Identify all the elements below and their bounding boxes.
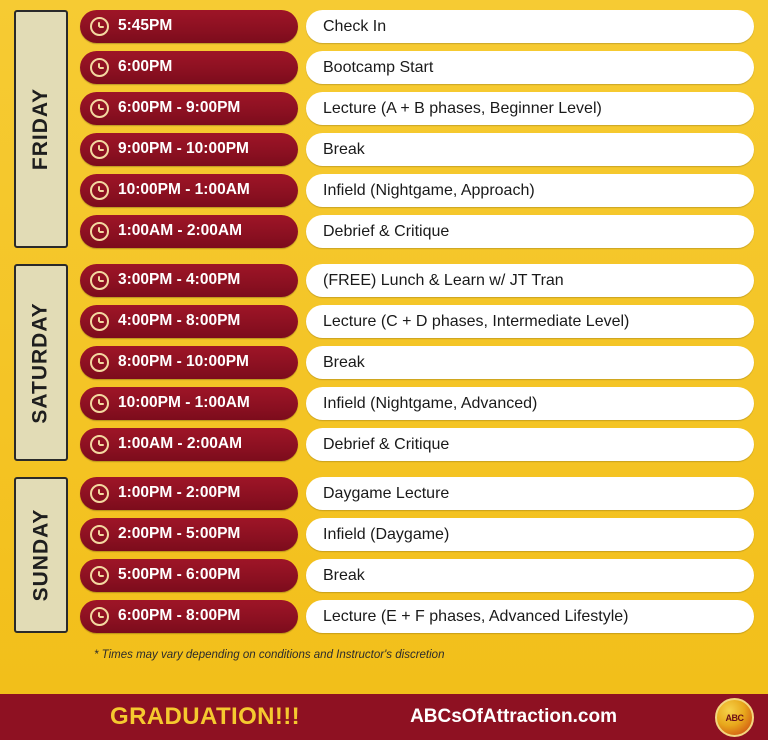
time-text: 8:00PM - 10:00PM [118,353,249,371]
clock-icon [90,17,109,36]
website-link[interactable]: ABCsOfAttraction.com [410,706,617,727]
activity-text: Break [306,346,754,379]
activity-text: Debrief & Critique [306,428,754,461]
clock-icon [90,312,109,331]
time-pill [80,10,298,43]
table-row [80,92,754,125]
clock-icon [90,181,109,200]
clock-icon [90,353,109,372]
time-text: 3:00PM - 4:00PM [118,271,241,289]
table-row [80,559,754,592]
activity-text: Debrief & Critique [306,215,754,248]
time-pill [80,559,298,592]
time-pill [80,264,298,297]
time-text: 1:00PM - 2:00PM [118,484,241,502]
time-pill [80,477,298,510]
day-label-text: SUNDAY [29,508,52,602]
time-text: 6:00PM - 9:00PM [118,99,241,117]
day-label-text: FRIDAY [29,87,52,171]
table-row [80,600,754,633]
time-pill [80,133,298,166]
time-text: 6:00PM - 8:00PM [118,607,241,625]
day-label-sunday [14,477,68,633]
day-block-sunday [14,477,754,633]
day-rows-friday [80,10,754,248]
time-pill [80,600,298,633]
time-text: 4:00PM - 8:00PM [118,312,241,330]
activity-text: (FREE) Lunch & Learn w/ JT Tran [306,264,754,297]
clock-icon [90,484,109,503]
clock-icon [90,435,109,454]
clock-icon [90,222,109,241]
clock-icon [90,99,109,118]
activity-text: Break [306,133,754,166]
time-pill [80,428,298,461]
table-row [80,428,754,461]
clock-icon [90,394,109,413]
time-text: 1:00AM - 2:00AM [118,435,243,453]
time-text: 5:45PM [118,17,173,35]
day-label-text: SATURDAY [29,301,52,424]
table-row [80,518,754,551]
day-block-friday [14,10,754,248]
time-pill [80,387,298,420]
clock-icon [90,58,109,77]
time-text: 10:00PM - 1:00AM [118,394,250,412]
time-pill [80,305,298,338]
clock-icon [90,607,109,626]
day-label-saturday [14,264,68,461]
table-row [80,264,754,297]
abc-logo-icon: ABC [715,698,754,737]
activity-text: Infield (Daygame) [306,518,754,551]
clock-icon [90,566,109,585]
time-pill [80,92,298,125]
day-rows-sunday [80,477,754,633]
table-row [80,215,754,248]
footer-bar [0,694,768,740]
table-row [80,305,754,338]
time-pill [80,346,298,379]
table-row [80,174,754,207]
table-row [80,477,754,510]
time-pill [80,51,298,84]
time-text: 6:00PM [118,58,173,76]
table-row [80,387,754,420]
activity-text: Lecture (E + F phases, Advanced Lifestyle) [306,600,754,633]
activity-text: Check In [306,10,754,43]
footnote: * Times may vary depending on conditions and Instructor's discretion [94,649,445,661]
table-row [80,133,754,166]
day-block-saturday [14,264,754,461]
clock-icon [90,525,109,544]
activity-text: Daygame Lecture [306,477,754,510]
time-pill [80,518,298,551]
time-text: 10:00PM - 1:00AM [118,181,250,199]
day-rows-saturday [80,264,754,461]
activity-text: Lecture (A + B phases, Beginner Level) [306,92,754,125]
activity-text: Infield (Nightgame, Advanced) [306,387,754,420]
clock-icon [90,140,109,159]
time-pill [80,174,298,207]
activity-text: Break [306,559,754,592]
clock-icon [90,271,109,290]
time-text: 2:00PM - 5:00PM [118,525,241,543]
table-row [80,346,754,379]
time-text: 9:00PM - 10:00PM [118,140,249,158]
activity-text: Lecture (C + D phases, Intermediate Level) [306,305,754,338]
table-row [80,10,754,43]
day-label-friday [14,10,68,248]
activity-text: Bootcamp Start [306,51,754,84]
activity-text: Infield (Nightgame, Approach) [306,174,754,207]
time-pill [80,215,298,248]
time-text: 1:00AM - 2:00AM [118,222,243,240]
graduation-label: GRADUATION!!! [110,703,301,730]
table-row [80,51,754,84]
time-text: 5:00PM - 6:00PM [118,566,241,584]
